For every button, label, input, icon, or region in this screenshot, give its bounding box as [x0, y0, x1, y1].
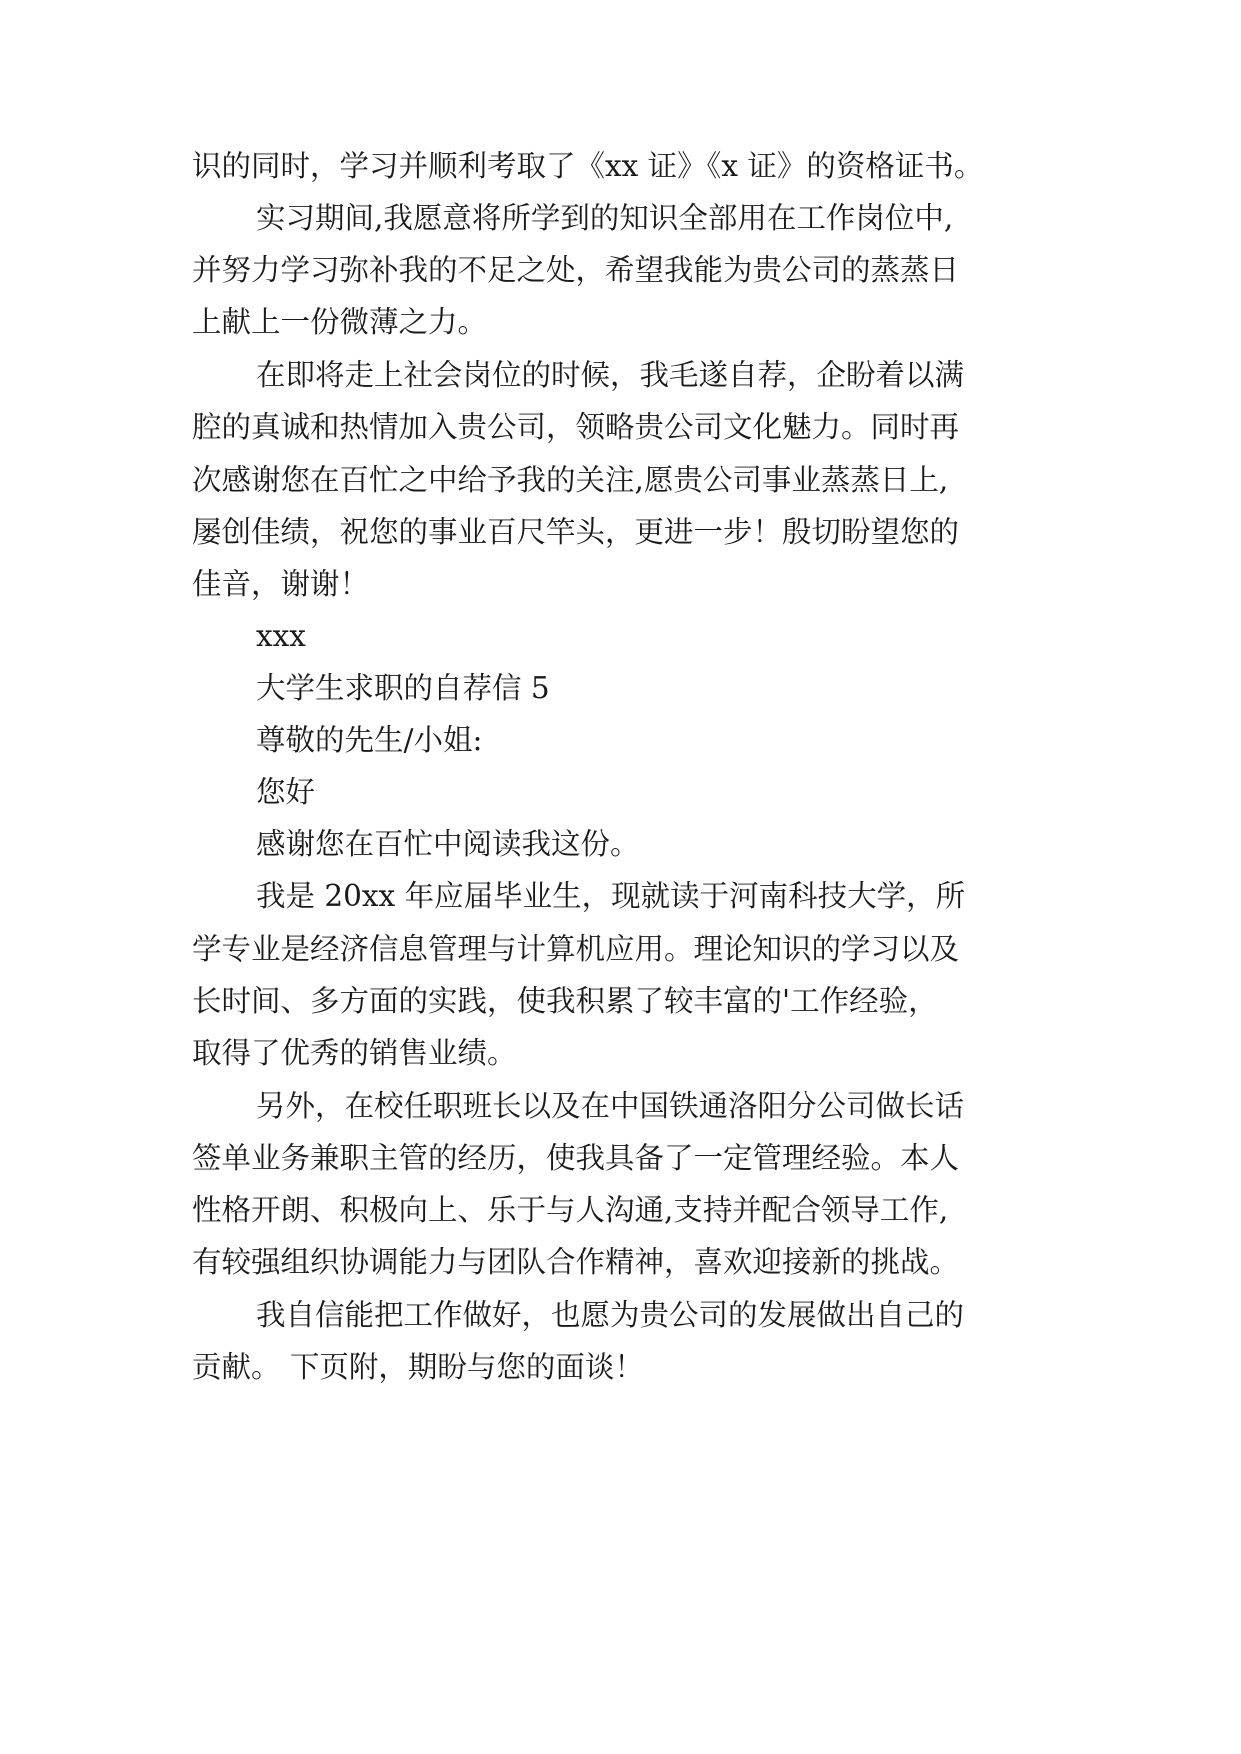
paragraph-first-line: 实习期间,我愿意将所学到的知识全部用在工作岗位中, [256, 201, 954, 235]
greeting: 您好 [256, 775, 316, 809]
paragraph-first-line: 另外，在校任职班长以及在中国铁通洛阳分公司做长话 [256, 1089, 965, 1123]
paragraph-first-line: 我自信能把工作做好，也愿为贵公司的发展做出自己的 [256, 1298, 965, 1332]
paragraph-first-line: 在即将走上社会岗位的时候，我毛遂自荐，企盼着以满 [256, 358, 965, 392]
body-text-line: 腔的真诚和热情加入贵公司，领略贵公司文化魅力。同时再 [192, 410, 960, 444]
salutation: 尊敬的先生/小姐: [256, 723, 483, 757]
body-text-line: 取得了优秀的销售业绩。 [192, 1036, 517, 1070]
body-text-line: 识的同时，学习并顺利考取了《xx 证》《x 证》的资格证书。 [192, 149, 984, 183]
body-text-line: 学专业是经济信息管理与计算机应用。理论知识的学习以及 [192, 932, 960, 966]
body-text-line: 并努力学习弥补我的不足之处，希望我能为贵公司的蒸蒸日 [192, 253, 960, 287]
body-text-line: 佳音，谢谢！ [192, 567, 370, 601]
body-text-line: 上献上一份微薄之力。 [192, 305, 488, 339]
body-text-line: 签单业务兼职主管的经历，使我具备了一定管理经验。本人 [192, 1141, 960, 1175]
body-text-line: 贡献。 下页附，期盼与您的面谈！ [192, 1350, 644, 1384]
body-text-line: 长时间、多方面的实践，使我积累了较丰富的'工作经验， [192, 984, 938, 1018]
body-text-line: 性格开朗、积极向上、乐于与人沟通,支持并配合领导工作, [192, 1193, 949, 1227]
body-text-line: 屡创佳绩，祝您的事业百尺竿头，更进一步！殷切盼望您的 [192, 515, 960, 549]
letter-title: 大学生求职的自荐信 5 [256, 671, 550, 705]
paragraph-first-line: 感谢您在百忙中阅读我这份。 [256, 827, 640, 861]
signature-line: xxx [256, 619, 306, 653]
paragraph-first-line: 我是 20xx 年应届毕业生，现就读于河南科技大学，所 [256, 879, 966, 913]
body-text-line: 次感谢您在百忙之中给予我的关注,愿贵公司事业蒸蒸日上, [192, 463, 949, 497]
body-text-line: 有较强组织协调能力与团队合作精神，喜欢迎接新的挑战。 [192, 1245, 960, 1279]
